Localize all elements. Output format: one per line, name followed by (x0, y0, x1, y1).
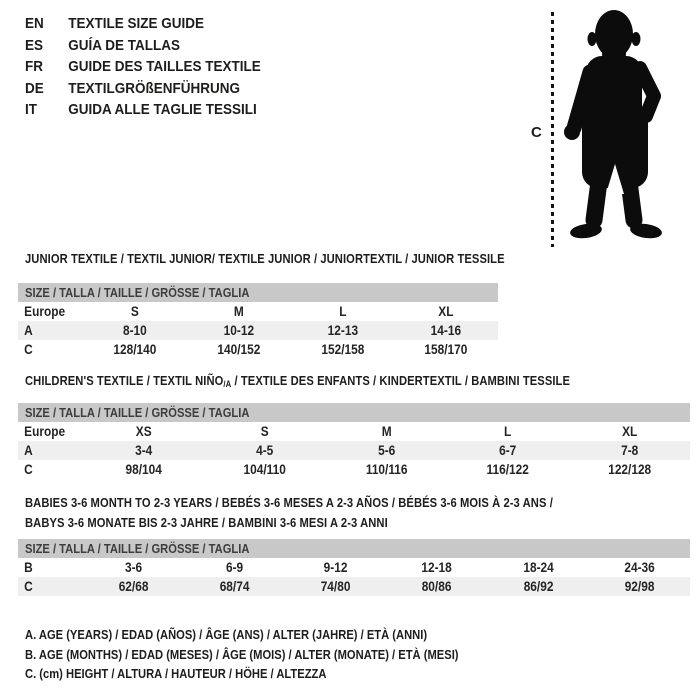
size-cell: 9-12 (323, 560, 348, 575)
size-header-bar (18, 403, 690, 422)
height-measure-dashed-line (551, 12, 554, 247)
footnote-a: A. AGE (YEARS) / EDAD (AÑOS) / ÂGE (ANS) / ALTER (JAHRE) / ETÀ (ANNI) (25, 627, 428, 642)
junior-section-title: JUNIOR TEXTILE / TEXTIL JUNIOR/ TEXTILE JUNIOR / JUNIORTEXTIL / JUNIOR TESSILE (25, 251, 505, 266)
size-cell: 6-9 (226, 560, 244, 575)
size-cell: M (381, 424, 392, 439)
size-cell: 104/110 (243, 462, 287, 477)
row-label: C (24, 462, 33, 477)
language-label: GUIDA ALLE TAGLIE TESSILI (68, 101, 257, 119)
children-title-post: / TEXTILE DES ENFANTS / KINDERTEXTIL / BAMBINI TESSILE (231, 373, 571, 388)
row-label: C (24, 342, 33, 357)
table-row-age-years (18, 441, 690, 460)
table-row-height (18, 340, 498, 359)
size-header-bar (18, 539, 690, 558)
table-row-height (18, 460, 690, 479)
size-cell: 116/122 (486, 462, 530, 477)
size-cell: 5-6 (377, 443, 396, 458)
language-label: TEXTILE SIZE GUIDE (68, 15, 204, 33)
size-cell: 98/104 (125, 462, 162, 477)
language-label: TEXTILGRÖßENFÜHRUNG (68, 79, 240, 97)
language-row-de (25, 78, 261, 100)
table-row-age-months (18, 558, 690, 577)
language-row-fr (25, 56, 261, 78)
size-cell: 7-8 (620, 443, 638, 458)
footnote-c: C. (cm) HEIGHT / ALTURA / HAUTEUR / HÖHE / ALTEZZA (25, 666, 327, 681)
junior-size-table (18, 283, 498, 359)
size-cell: 128/140 (113, 342, 157, 357)
size-cell: 92/98 (624, 579, 655, 594)
table-row-europe (18, 302, 498, 321)
language-code: EN (25, 15, 44, 33)
language-code: FR (25, 58, 43, 76)
babies-section-title-line2: BABYS 3-6 MONATE BIS 2-3 JAHRE / BAMBINI 3-6 MESI A 2-3 ANNI (25, 515, 388, 530)
row-label: C (24, 579, 33, 594)
language-code: ES (25, 36, 44, 54)
size-cell: 3-4 (135, 443, 153, 458)
size-header-label: SIZE / TALLA / TAILLE / GRÖSSE / TAGLIA (25, 405, 250, 420)
size-cell: 80/86 (422, 579, 452, 594)
row-label: A (24, 323, 33, 338)
row-label: Europe (24, 304, 66, 319)
babies-size-table (18, 539, 690, 596)
table-row-height (18, 577, 690, 596)
size-cell: 68/74 (219, 579, 250, 594)
size-header-bar (18, 283, 498, 302)
language-list (25, 13, 287, 121)
footnote-b: B. AGE (MONTHS) / EDAD (MESES) / ÂGE (MOIS) / ALTER (MONATE) / ETÀ (MESI) (25, 646, 459, 662)
children-title-pre: CHILDREN'S TEXTILE / TEXTIL NIÑO (25, 373, 224, 388)
size-cell: 18-24 (523, 560, 554, 575)
size-header-label: SIZE / TALLA / TAILLE / GRÖSSE / TAGLIA (25, 285, 250, 300)
size-cell: 110/116 (365, 462, 408, 477)
size-cell: XS (135, 424, 152, 439)
size-cell: XL (438, 304, 454, 319)
size-cell: 62/68 (118, 579, 149, 594)
size-cell: M (233, 304, 244, 319)
height-measure-label: C (531, 124, 542, 141)
size-cell: 158/170 (424, 342, 468, 357)
language-row-en (25, 13, 261, 35)
footnote-list (25, 625, 529, 684)
size-cell: 74/80 (321, 579, 351, 594)
size-cell: L (504, 424, 512, 439)
size-cell: 12-18 (421, 560, 453, 575)
size-cell: L (338, 304, 347, 319)
children-size-table (18, 403, 690, 479)
babies-section-title-line1: BABIES 3-6 MONTH TO 2-3 YEARS / BEBÉS 3-6 MESES A 2-3 AÑOS / BÉBÉS 3-6 MOIS À 2-3 ANS / (25, 495, 553, 510)
size-cell: 140/152 (217, 342, 261, 357)
size-cell: S (130, 304, 139, 319)
size-cell: 14-16 (430, 323, 462, 338)
table-row-age-years (18, 321, 498, 340)
table-row-europe (18, 422, 690, 441)
size-cell: S (261, 424, 270, 439)
row-label: Europe (24, 424, 66, 439)
language-row-es (25, 35, 261, 57)
children-section-title (25, 373, 570, 389)
language-code: DE (25, 79, 44, 97)
toddler-silhouette-icon (558, 6, 670, 246)
size-cell: 8-10 (122, 323, 147, 338)
size-cell: 86/92 (523, 579, 554, 594)
children-title-sub: /A (223, 379, 232, 389)
size-cell: XL (621, 424, 637, 439)
size-cell: 3-6 (124, 560, 143, 575)
size-cell: 24-36 (624, 560, 655, 575)
language-label: GUIDE DES TAILLES TEXTILE (68, 58, 261, 76)
language-label: GUÍA DE TALLAS (68, 36, 180, 54)
size-cell: 4-5 (256, 443, 274, 458)
language-code: IT (25, 101, 38, 119)
row-label: B (24, 560, 33, 575)
size-cell: 152/158 (320, 342, 364, 357)
size-cell: 6-7 (499, 443, 517, 458)
language-row-it (25, 99, 261, 121)
size-header-label: SIZE / TALLA / TAILLE / GRÖSSE / TAGLIA (25, 541, 250, 556)
size-cell: 122/128 (607, 462, 651, 477)
size-cell: 10-12 (223, 323, 254, 338)
size-cell: 12-13 (327, 323, 358, 338)
row-label: A (24, 443, 33, 458)
